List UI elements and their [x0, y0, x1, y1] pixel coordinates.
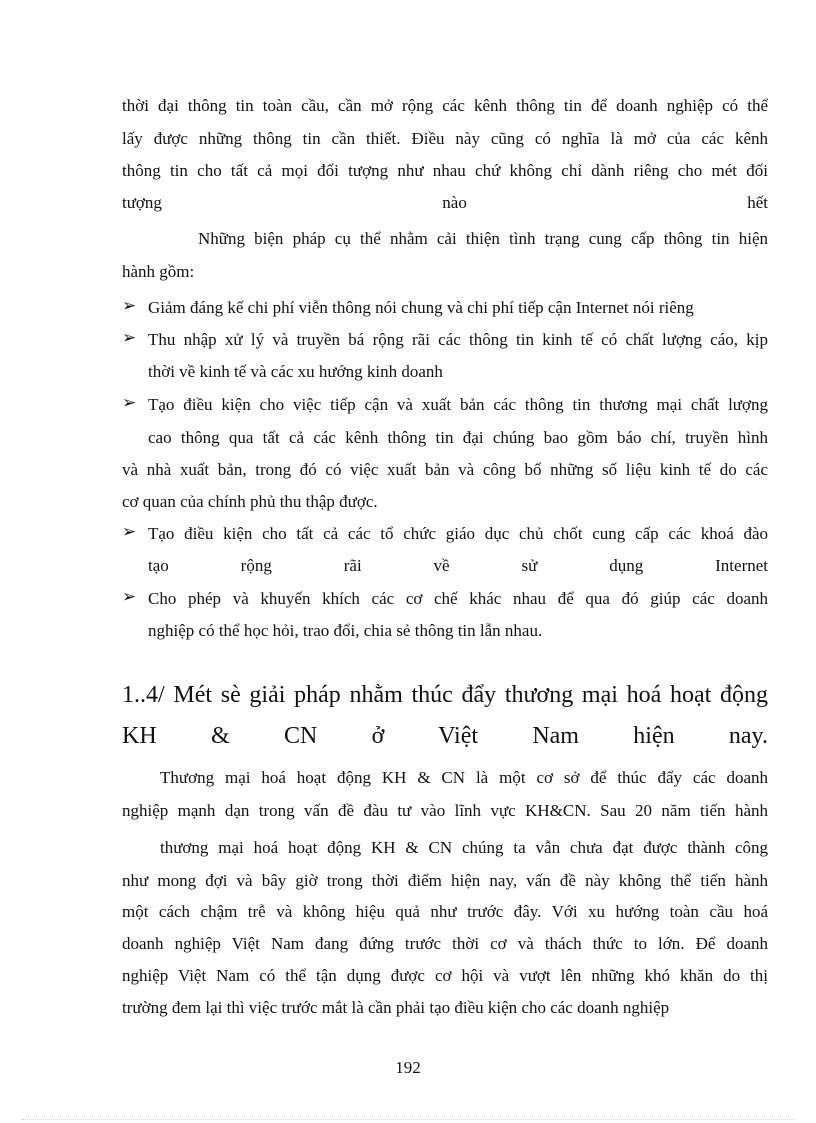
measures-intro-line: hành gồm: [122, 262, 195, 281]
body-line: nghiệp mạnh dạn trong vấn đề đàu tư vào lĩnh vực KH&CN. Sau 20 năm tiến hành [122, 801, 768, 820]
page-number: 192 [395, 1058, 421, 1077]
intro-line: thời đại thông tin toàn cầu, cần mở rộng các kênh thông tin để doanh nghiệp có thể [122, 96, 768, 115]
body-line: một cách chậm trễ và không hiệu quả như trước đây. Với xu hướng toàn cầu hoá [122, 902, 768, 921]
body-line: thương mại hoá hoạt động KH & CN chúng ta vẫn chưa đạt được thành công [160, 838, 768, 857]
bullet-line: Cho phép và khuyến khích các cơ chế khác nhau để qua đó giúp các doanh [148, 589, 768, 608]
bullet-arrow-icon: ➢ [122, 587, 137, 607]
section-heading-line: 1..4/ Mét sè giải pháp nhằm thúc đẩy thương mại hoá hoạt động [122, 682, 768, 708]
bullet-arrow-icon: ➢ [122, 328, 137, 348]
intro-line: thông tin cho tất cả mọi đối tượng như nhau chứ không chỉ dành riêng cho mét đối [122, 161, 768, 180]
bullet-line: Tạo điều kiện cho việc tiếp cận và xuất bản các thông tin thương mại chất lượng [148, 395, 768, 414]
bullet-line: cơ quan của chính phủ thu thập được. [122, 492, 378, 511]
bullet-line: nghiệp có thể học hỏi, trao đổi, chia sẻ thông tin lẫn nhau. [148, 621, 543, 640]
bullet-line: Giảm đáng kể chi phí viễn thông nói chung và chi phí tiếp cận Internet nói riêng [148, 298, 694, 317]
intro-line: tượng nào hết [122, 193, 768, 212]
bullet-line: tạo rộng rãi về sử dụng Internet [148, 556, 768, 575]
bullet-line: Thu nhập xử lý và truyền bá rộng rãi các thông tin kinh tế có chất lượng cáo, kịp [148, 330, 768, 349]
body-line: doanh nghiệp Việt Nam đang đứng trước thời cơ và thách thức to lớn. Để doanh [122, 934, 768, 953]
bullet-line: thời về kinh tế và các xu hướng kinh doanh [148, 362, 443, 381]
bullet-line: và nhà xuất bản, trong đó có việc xuất bản và công bố những số liệu kinh tế do các [122, 460, 768, 479]
bullet-line: Tạo điều kiện cho tất cả các tổ chức giáo dục chủ chốt cung cấp các khoá đào [148, 524, 768, 543]
body-line: như mong đợi và bây giờ trong thời điểm hiện nay, vấn đề này không thể tiến hành [122, 871, 768, 890]
intro-line: lấy được những thông tin cần thiết. Điều này cũng có nghĩa là mở của các kênh [122, 129, 768, 148]
bullet-line: cao thông qua tất cả các kênh thông tin đại chúng bao gồm báo chí, truyền hình [148, 428, 768, 447]
bullet-arrow-icon: ➢ [122, 296, 137, 316]
body-line: nghiệp Việt Nam có thể tận dụng được cơ hội và vượt lên những khó khăn do thị [122, 966, 768, 985]
measures-intro-line: Những biện pháp cụ thể nhằm cải thiện tình trạng cung cấp thông tin hiện [198, 229, 768, 248]
footer-divider [22, 1119, 794, 1120]
section-heading-line: KH & CN ở Việt Nam hiện nay. [122, 723, 768, 749]
bullet-arrow-icon: ➢ [122, 522, 137, 542]
body-line: Thương mại hoá hoạt động KH & CN là một cơ sở để thúc đẩy các doanh [160, 768, 768, 787]
body-line: trường đem lại thì việc trước mắt là cần phải tạo điều kiện cho các doanh nghiệp [122, 998, 670, 1017]
bullet-arrow-icon: ➢ [122, 393, 137, 413]
